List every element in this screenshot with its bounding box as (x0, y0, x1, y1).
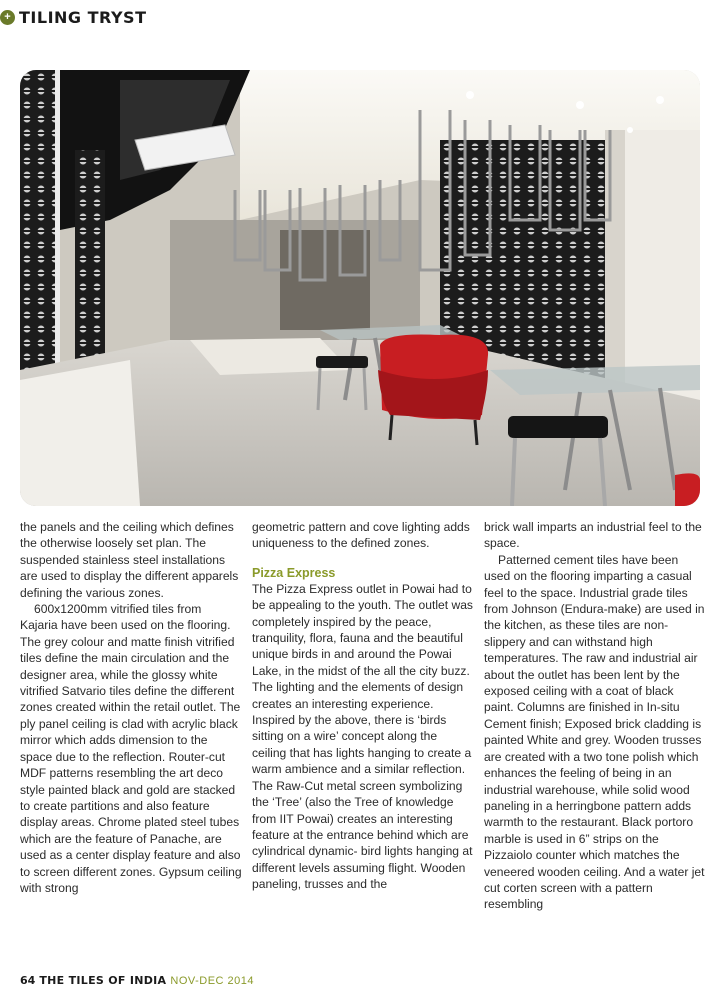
magazine-name: THE TILES OF INDIA (39, 974, 167, 987)
paragraph: the panels and the ceiling which defines the otherwise loosely set plan. The suspended stainless steel installations are used to display the different apparels defining the various zones. (20, 520, 239, 600)
page-number: 64 (20, 974, 36, 987)
interior-illustration (20, 70, 700, 506)
section-title: TILING TRYST (19, 7, 147, 27)
page-footer (20, 974, 254, 987)
store-interior-photo (20, 70, 700, 506)
subheading: Pizza Express (252, 565, 336, 580)
paragraph: The Pizza Express outlet in Powai had to be appealing to the youth. The outlet was completely inspired by the peace, tranquility, flora, fauna and the beautiful unique birds in and around the Powai Lake, in the midst of the all the city buzz. The lighting and the elements of design creates an interesting experience. Inspired by the above, there is ‘birds sitting on a wire’ concept along the ceiling that has lights hanging to create a warm ambience and a similar reflection. The Raw-Cut metal screen symbolizing the ‘Tree’ (also the Tree of knowledge from IIT Powai) creates an interesting feature at the entrance behind which are cylindrical dynamic- bird lights hanging at different levels assuming flight. Wooden paneling, trusses and the (252, 581, 473, 892)
article-column-1 (20, 519, 242, 896)
article-column-3 (484, 519, 706, 913)
paragraph: brick wall imparts an industrial feel to the space. (484, 520, 702, 551)
article-column-2 (252, 519, 474, 893)
paragraph: Patterned cement tiles have been used on the flooring imparting a casual feel to the space. Industrial grade tiles from Johnson (Endura-make) are used in the kitchen, as these tiles are non-slippery and can withstand high temperatures. The raw and industrial air about the outlet has been lent by the exposed ceiling with a coat of black paint. Columns are finished in In-situ Cement finish; Exposed brick cladding is painted White and grey. Wooden trusses are created with a two tone polish which enhances the feeling of being in an industrial warehouse, while solid wood paneling in a herringbone pattern adds warmth to the restaurant. Black portoro marble is used in 6” strips on the Pizzaiolo counter which matches the veneered wooden ceiling. And a water jet cut corten screen with a pattern resembling (484, 552, 705, 912)
section-bullet-icon: + (0, 10, 15, 25)
issue-date: NOV-DEC 2014 (170, 975, 255, 987)
section-header (0, 6, 147, 28)
paragraph: geometric pattern and cove lighting adds uniqueness to the defined zones. (252, 520, 470, 551)
paragraph: 600x1200mm vitrified tiles from Kajaria have been used on the flooring. The grey colour and matte finish vitrified tiles define the main circulation and the designer area, while the glossy white vitrified Satvario tiles define the different zones created within the retail outlet. The ply panel ceiling is clad with acrylic black mirror which adds dimension to the space due to the reflection. Router-cut MDF patterns resembling the art deco style painted black and gold are stacked to create partitions and also feature display areas. Chrome plated steel tubes which are the feature of Panache, are used as a center display feature and also to screen different zones. Gypsum ceiling with strong (20, 602, 242, 895)
article-body (20, 519, 705, 949)
